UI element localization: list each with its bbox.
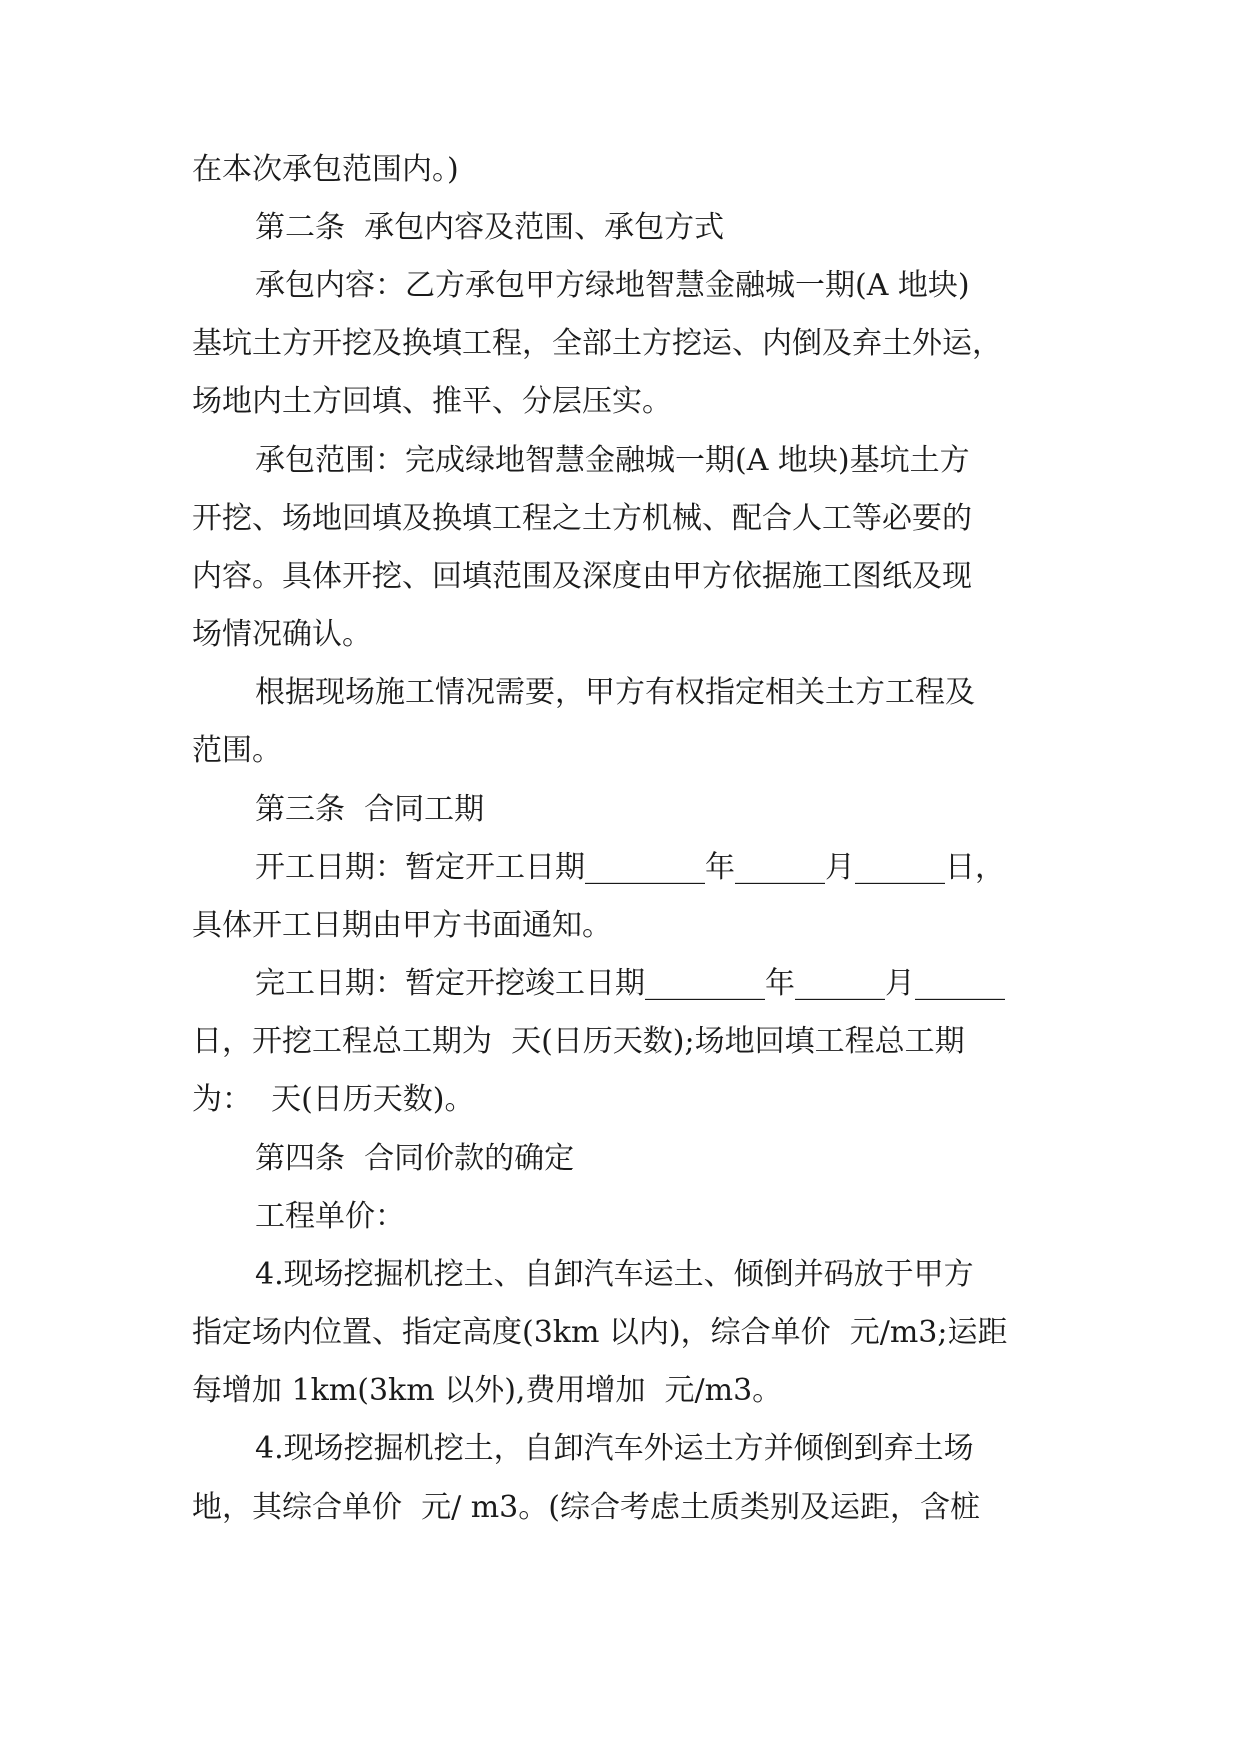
- text-line: 场情况确认。: [192, 617, 372, 652]
- text-line: 承包范围：完成绿地智慧金融城一期(A 地块)基坑土方: [255, 443, 970, 478]
- text-line: 开挖、场地回填及换填工程之土方机械、配合人工等必要的: [192, 501, 972, 536]
- text-line: 范围。: [192, 733, 282, 768]
- text-line: 在本次承包范围内。): [192, 152, 459, 187]
- text-line: 4.现场挖掘机挖土，自卸汽车外运土方并倾倒到弃土场: [255, 1431, 974, 1466]
- text-line: 内容。具体开挖、回填范围及深度由甲方依据施工图纸及现: [192, 559, 972, 594]
- section-heading: 第四条 合同价款的确定: [255, 1141, 575, 1176]
- text-line: 地，其综合单价 元/ m3。(综合考虑土质类别及运距，含桩: [192, 1490, 980, 1525]
- text-line: 根据现场施工情况需要，甲方有权指定相关土方工程及: [255, 675, 975, 710]
- section-heading: 第三条 合同工期: [255, 792, 485, 827]
- text-line: 为： 天(日历天数)。: [192, 1082, 475, 1117]
- text-line: 指定场内位置、指定高度(3km 以内)，综合单价 元/m3;运距: [192, 1315, 1008, 1350]
- text-line: 日，开挖工程总工期为 天(日历天数);场地回填工程总工期: [192, 1024, 965, 1059]
- text-line: 开工日期：暂定开工日期________年______月______日，: [255, 850, 1005, 885]
- text-line: 基坑土方开挖及换填工程，全部土方挖运、内倒及弃土外运，: [192, 326, 1002, 361]
- text-line: 具体开工日期由甲方书面通知。: [192, 908, 612, 943]
- section-heading: 第二条 承包内容及范围、承包方式: [255, 210, 725, 245]
- text-line: 承包内容：乙方承包甲方绿地智慧金融城一期(A 地块): [255, 268, 970, 303]
- text-line: 场地内土方回填、推平、分层压实。: [192, 384, 672, 419]
- text-line: 每增加 1km(3km 以外),费用增加 元/m3。: [192, 1373, 783, 1408]
- text-line: 4.现场挖掘机挖土、自卸汽车运土、倾倒并码放于甲方: [255, 1257, 974, 1292]
- text-line: 工程单价：: [255, 1199, 405, 1234]
- text-line: 完工日期：暂定开挖竣工日期________年______月______: [255, 966, 1005, 1001]
